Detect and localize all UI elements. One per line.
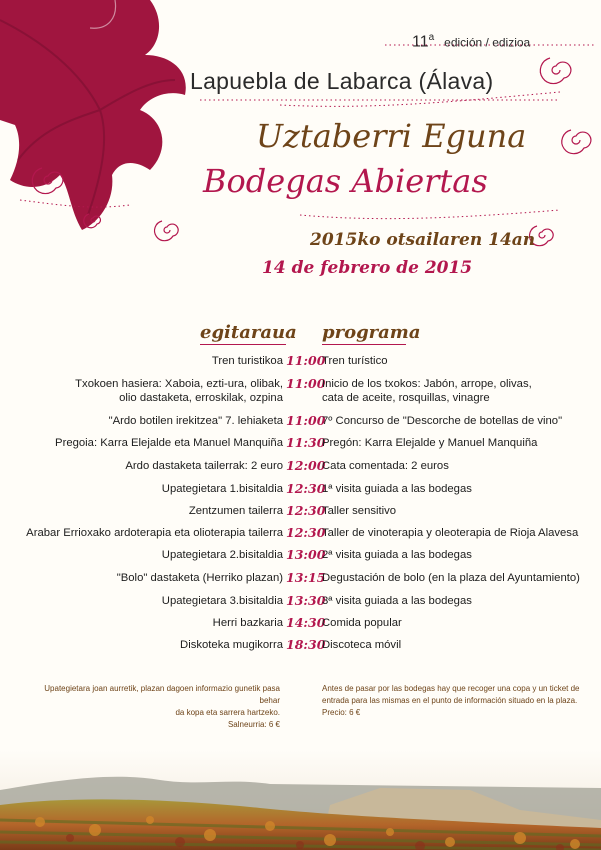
edition-superscript: a xyxy=(428,32,435,43)
activity-time: 12:30 xyxy=(286,481,326,496)
activity-basque: Diskoteka mugikorra xyxy=(180,639,283,651)
activity-spanish: Degustación de bolo (en la plaza del Ayuntamiento) xyxy=(322,572,580,584)
activity-time: 11:30 xyxy=(286,435,326,450)
activity-basque: Txokoen hasiera: Xaboia, ezti-ura, olibak, olio dastaketa, erroskilak, ozpina xyxy=(75,378,283,404)
activity-time: 11:00 xyxy=(286,376,326,391)
activity-basque: Upategietara 2.bisitaldia xyxy=(161,549,283,561)
activity-time: 18:30 xyxy=(286,637,326,652)
activity-basque: Ardo dastaketa tailerrak: 2 euro xyxy=(125,460,283,472)
activity-basque: "Ardo botilen irekitzea" 7. lehiaketa xyxy=(108,415,283,427)
header-underline-right xyxy=(322,344,406,345)
activity-time: 11:00 xyxy=(286,413,326,428)
activity-time: 12:30 xyxy=(286,503,326,518)
activity-spanish: 2ª visita guiada a las bodegas xyxy=(322,549,472,561)
activity-time: 12:00 xyxy=(286,458,326,473)
activity-time: 13:30 xyxy=(286,593,326,608)
header-programa: programa xyxy=(322,322,421,343)
note-spanish: Antes de pasar por las bodegas hay que recoger una copa y un ticket de entrada para las mismas en el punto de información situado en la plaza. Precio: 6 € xyxy=(322,684,580,717)
activity-spanish: Cata comentada: 2 euros xyxy=(322,460,449,472)
activity-basque: Herri bazkaria xyxy=(212,617,283,629)
edition-text: edición / edizioa xyxy=(444,35,531,50)
activity-spanish: Pregón: Karra Elejalde y Manuel Manquiña xyxy=(322,437,538,449)
date-basque: 2015ko otsailaren 14an xyxy=(310,230,536,250)
activity-spanish: 1ª visita guiada a las bodegas xyxy=(322,483,472,495)
vineyard-landscape-image xyxy=(0,750,601,850)
header-underline-left xyxy=(200,344,286,345)
activity-spanish: Inicio de los txokos: Jabón, arrope, olivas, cata de aceite, rosquillas, vinagre xyxy=(322,378,532,404)
activity-time: 13:00 xyxy=(286,547,326,562)
activity-time: 14:30 xyxy=(286,615,326,630)
activity-time: 11:00 xyxy=(286,353,326,368)
activity-spanish: Tren turístico xyxy=(322,355,388,367)
activity-basque: "Bolo" dastaketa (Herriko plazan) xyxy=(116,572,283,584)
activity-spanish: Taller sensitivo xyxy=(322,505,397,517)
activity-basque: Arabar Errioxako ardoterapia eta olioterapia tailerra xyxy=(26,527,283,539)
edition-number: 11 xyxy=(412,33,429,51)
activity-basque: Upategietara 1.bisitaldia xyxy=(161,483,283,495)
activity-basque: Zentzumen tailerra xyxy=(188,505,283,517)
edition-label xyxy=(412,32,530,51)
activity-basque: Upategietara 3.bisitaldia xyxy=(161,595,283,607)
title-basque: Uztaberri Eguna xyxy=(256,117,527,155)
activity-basque: Pregoia: Karra Elejalde eta Manuel Manquiña xyxy=(55,437,283,449)
activity-spanish: 3ª visita guiada a las bodegas xyxy=(322,595,472,607)
activity-time: 13:15 xyxy=(286,570,326,585)
note-basque: Upategietara joan aurretik, plazan dagoen informazio gunetik pasa behar da kopa eta sarrera hartzeko. Salneurria: 6 € xyxy=(44,684,280,729)
place-title: Lapuebla de Labarca (Álava) xyxy=(190,68,494,94)
header-egitaraua: egitaraua xyxy=(200,322,297,343)
date-spanish: 14 de febrero de 2015 xyxy=(262,258,473,278)
activity-basque: Tren turistikoa xyxy=(211,355,283,367)
activity-spanish: Taller de vinoterapia y oleoterapia de Rioja Alavesa xyxy=(322,527,579,539)
activity-spanish: 7º Concurso de "Descorche de botellas de vino" xyxy=(322,415,563,427)
activity-spanish: Comida popular xyxy=(322,617,402,629)
activity-time: 12:30 xyxy=(286,525,326,540)
title-spanish: Bodegas Abiertas xyxy=(203,162,488,200)
activity-spanish: Discoteca móvil xyxy=(322,639,402,651)
